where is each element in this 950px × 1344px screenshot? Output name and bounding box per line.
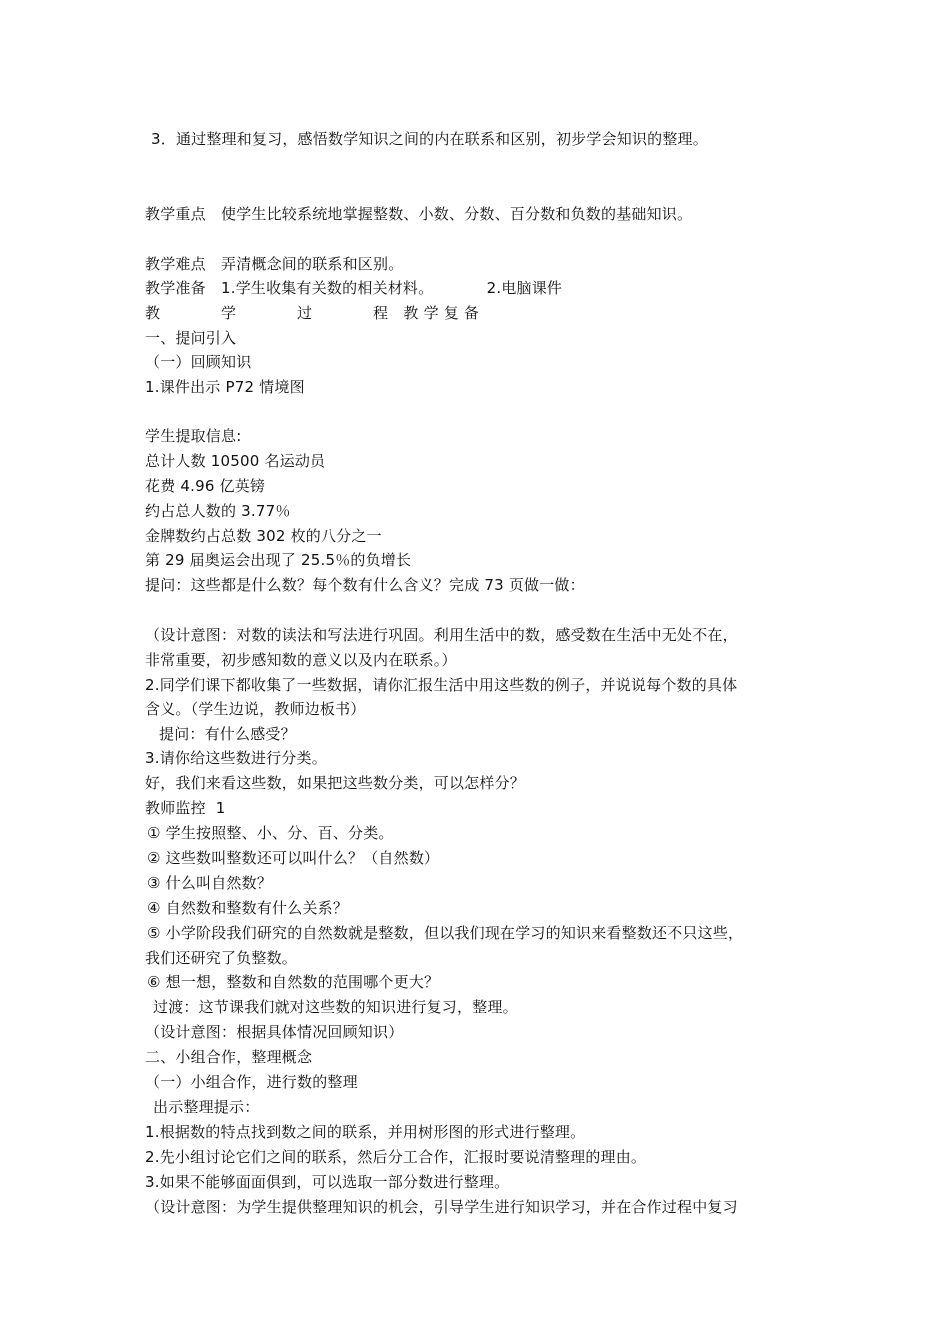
- process-header-text: 教 学 过 程 教 学 复 备: [145, 304, 480, 322]
- design-intent-3: （设计意图：为学生提供整理知识的机会，引导学生进行知识学习，并在合作过程中复习: [145, 1198, 738, 1216]
- transition-text: 过渡：这节课我们就对这些数的知识进行复习，整理。: [153, 998, 518, 1016]
- preparation-text: 教学准备 1.学生收集有关数的相关材料。 2.电脑课件: [145, 279, 563, 297]
- monitor-step-4: ④ 自然数和整数有什么关系？: [147, 899, 349, 917]
- monitor-step-5-line-1: ⑤ 小学阶段我们研究的自然数就是整数，但以我们现在学习的知识来看整数还不只这些，: [147, 924, 744, 942]
- difficulty-text: 教学难点 弄清概念间的联系和区别。: [145, 255, 404, 273]
- item-2-line-2: 含义。（学生边说，教师边板书）: [145, 700, 366, 718]
- design-intent-1-line-2: 非常重要，初步感知数的意义以及内在联系。）: [145, 651, 457, 669]
- design-intent-1-line-1: （设计意图：对数的读法和写法进行巩固。利用生活中的数，感受数在生活中无处不在，: [145, 626, 738, 644]
- item-3-text: 3.请你给这些数进行分类。: [145, 749, 327, 767]
- monitor-step-6: ⑥ 想一想，整数和自然数的范围哪个更大？: [147, 973, 440, 991]
- tips-label: 出示整理提示：: [153, 1098, 260, 1116]
- teacher-monitor-label: 教师监控 1: [145, 799, 226, 817]
- info-line-1: 总计人数 10500 名运动员: [145, 452, 326, 470]
- subsection-2-1-heading: （一）小组合作，进行数的整理: [145, 1073, 358, 1091]
- item-1-text: 1.课件出示 P72 情境图: [145, 378, 305, 396]
- monitor-step-3: ③ 什么叫自然数？: [147, 874, 273, 892]
- key-point-text: 教学重点 使学生比较系统地掌握整数、小数、分数、百分数和负数的基础知识。: [145, 205, 693, 223]
- classification-question: 好，我们来看这些数，如果把这些数分类，可以怎样分？: [145, 774, 526, 792]
- section-2-heading: 二、小组合作，整理概念: [145, 1048, 313, 1066]
- student-info-label: 学生提取信息:: [145, 427, 242, 445]
- question-text: 提问：这些都是什么数？每个数有什么含义？完成 73 页做一做：: [145, 576, 585, 594]
- design-intent-2: （设计意图：根据具体情况回顾知识）: [145, 1023, 404, 1041]
- tip-2-text: 2.先小组讨论它们之间的联系，然后分工合作，汇报时要说清整理的理由。: [145, 1148, 647, 1166]
- goal-3-text: 3．通过整理和复习，感悟数学知识之间的内在联系和区别，初步学会知识的整理。: [151, 130, 708, 148]
- monitor-step-5-line-2: 我们还研究了负整数。: [145, 949, 298, 967]
- question-feeling-text: 提问：有什么感受？: [159, 725, 296, 743]
- monitor-step-1: ① 学生按照整、小、分、百、分类。: [147, 824, 394, 842]
- info-line-5: 第 29 届奥运会出现了 25.5％的负增长: [145, 551, 412, 569]
- monitor-step-2: ② 这些数叫整数还可以叫什么？（自然数）: [147, 849, 440, 867]
- tip-3-text: 3.如果不能够面面俱到，可以选取一部分数进行整理。: [145, 1173, 510, 1191]
- info-line-3: 约占总人数的 3.77％: [145, 502, 291, 520]
- info-line-2: 花费 4.96 亿英镑: [145, 477, 266, 495]
- section-1-heading: 一、提问引入: [145, 329, 237, 347]
- subsection-1-heading: （一）回顾知识: [145, 353, 252, 371]
- info-line-4: 金牌数约占总数 302 枚的八分之一: [145, 527, 382, 545]
- tip-1-text: 1.根据数的特点找到数之间的联系，并用树形图的形式进行整理。: [145, 1123, 586, 1141]
- item-2-line-1: 2.同学们课下都收集了一些数据，请你汇报生活中用这些数的例子，并说说每个数的具体: [145, 676, 738, 694]
